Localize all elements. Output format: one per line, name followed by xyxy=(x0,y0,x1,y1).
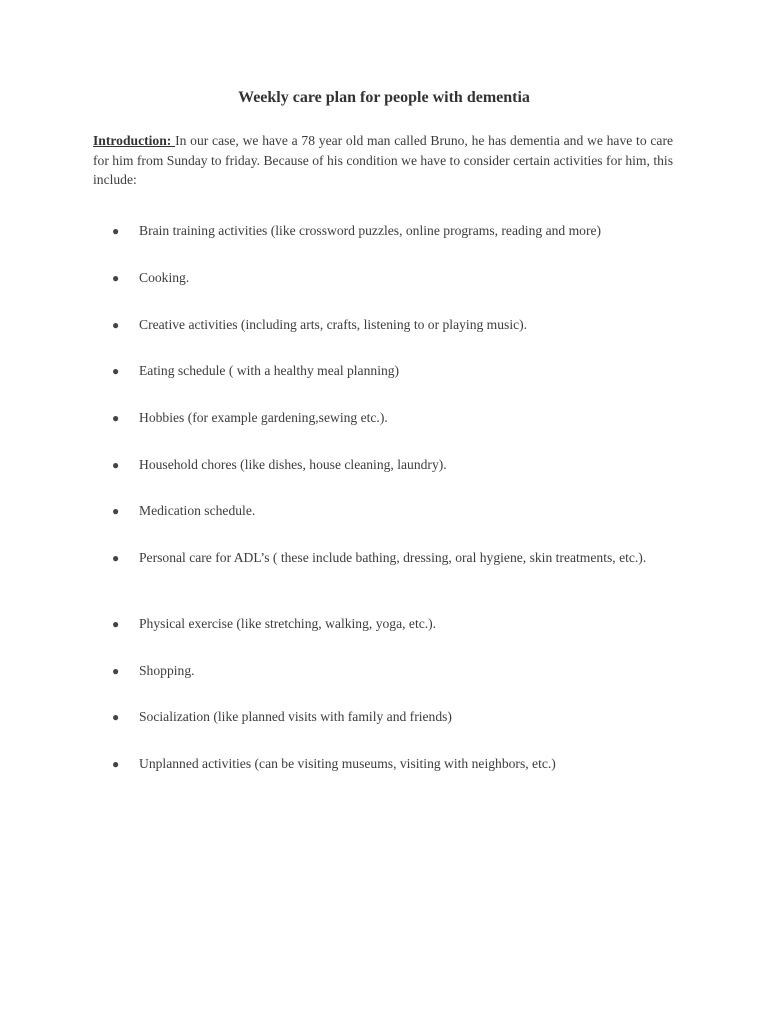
list-item xyxy=(112,501,674,521)
list-item-text: Personal care for ADL’s ( these include bathing, dressing, oral hygiene, skin treatments, etc.). xyxy=(139,550,647,565)
list-item-text: Creative activities (including arts, crafts, listening to or playing music). xyxy=(139,317,528,332)
bullet-icon: ● xyxy=(112,224,120,238)
list-item xyxy=(112,361,674,381)
list-item xyxy=(112,268,674,288)
list-item xyxy=(112,455,674,475)
list-item-text: Household chores (like dishes, house cleaning, laundry). xyxy=(139,457,447,472)
list-item xyxy=(112,315,674,335)
bullet-icon: ● xyxy=(112,364,120,378)
list-item xyxy=(112,614,674,634)
list-item-text: Medication schedule. xyxy=(139,503,256,518)
list-item xyxy=(112,548,674,568)
list-item-text: Unplanned activities (can be visiting museums, visiting with neighbors, etc.) xyxy=(139,756,556,771)
document-title: Weekly care plan for people with dementia xyxy=(238,89,530,106)
bullet-icon: ● xyxy=(112,458,120,472)
list-item-text: Socialization (like planned visits with family and friends) xyxy=(139,709,452,724)
introduction-paragraph xyxy=(93,131,673,190)
bullet-icon: ● xyxy=(112,504,120,518)
list-item xyxy=(112,408,674,428)
list-item xyxy=(112,754,674,774)
bullet-icon: ● xyxy=(112,318,120,332)
bullet-icon: ● xyxy=(112,411,120,425)
bullet-icon: ● xyxy=(112,271,120,285)
list-item-text: Physical exercise (like stretching, walking, yoga, etc.). xyxy=(139,616,437,631)
bullet-icon: ● xyxy=(112,664,120,678)
list-item-text: Eating schedule ( with a healthy meal planning) xyxy=(139,363,400,378)
bullet-icon: ● xyxy=(112,757,120,771)
bullet-icon: ● xyxy=(112,617,120,631)
introduction-text: In our case, we have a 78 year old man called Bruno, he has dementia and we have to care for him from Sunday to friday. Because of his condition we have to consider certain activities for him, this include: xyxy=(93,133,674,187)
bullet-icon: ● xyxy=(112,551,120,565)
introduction-label: Introduction: xyxy=(93,133,176,148)
list-item-text: Cooking. xyxy=(139,270,190,285)
list-item xyxy=(112,221,674,241)
bullet-icon: ● xyxy=(112,710,120,724)
list-item-text: Shopping. xyxy=(139,663,195,678)
list-item-text: Hobbies (for example gardening,sewing etc.). xyxy=(139,410,388,425)
list-item xyxy=(112,707,674,727)
list-item-text: Brain training activities (like crossword puzzles, online programs, reading and more) xyxy=(139,223,602,238)
list-item xyxy=(112,661,674,681)
